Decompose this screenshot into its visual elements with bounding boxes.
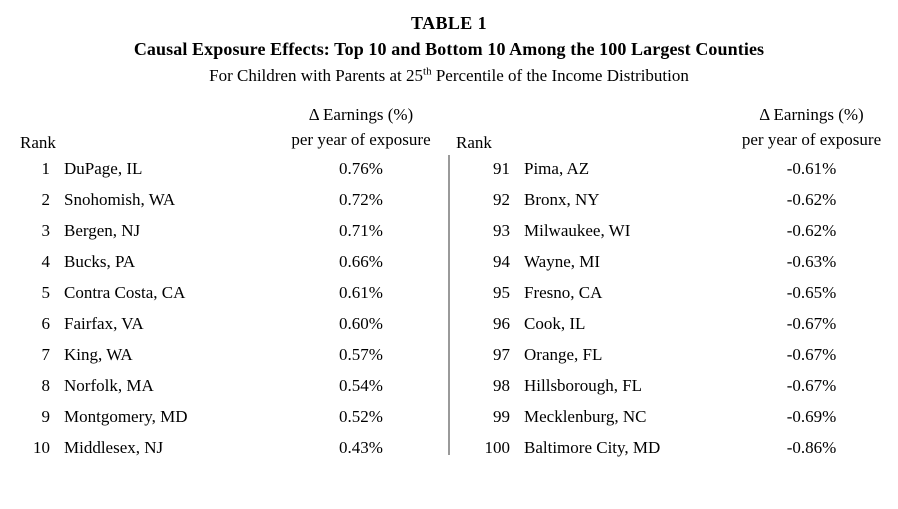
subcaption-pre: For Children with Parents at 25 xyxy=(209,66,424,85)
row-rank: 3 xyxy=(41,220,50,240)
row-value: 0.52% xyxy=(339,406,383,426)
table-row xyxy=(14,308,448,339)
table-row xyxy=(14,370,448,401)
table-title-block xyxy=(14,10,884,89)
row-rank: 9 xyxy=(41,406,50,426)
table-caption: Causal Exposure Effects: Top 10 and Bottom 10 Among the 100 Largest Counties xyxy=(133,39,765,59)
top10-value-header xyxy=(274,103,448,153)
table-row xyxy=(14,277,448,308)
subcaption-post: Percentile of the Income Distribution xyxy=(431,66,689,85)
row-county: Middlesex, NJ xyxy=(64,437,164,457)
row-county: King, WA xyxy=(64,344,133,364)
row-rank: 99 xyxy=(493,406,510,426)
table-row xyxy=(450,277,884,308)
top10-value-header-line2: per year of exposure xyxy=(291,130,431,149)
row-county: Contra Costa, CA xyxy=(64,282,186,302)
top10-body xyxy=(14,153,448,463)
top10-table-panel xyxy=(14,103,448,463)
row-rank: 7 xyxy=(41,344,50,364)
table-row xyxy=(14,246,448,277)
row-value: 0.57% xyxy=(339,344,383,364)
table-row xyxy=(450,308,884,339)
bottom10-body xyxy=(450,153,884,463)
row-county: Cook, IL xyxy=(524,313,586,333)
row-county: Baltimore City, MD xyxy=(524,437,661,457)
table-number: TABLE 1 xyxy=(411,13,487,33)
row-county: Orange, FL xyxy=(524,344,603,364)
row-rank: 96 xyxy=(493,313,510,333)
table-row xyxy=(450,246,884,277)
row-county: Bronx, NY xyxy=(524,189,600,209)
tables-container xyxy=(14,103,884,463)
row-rank: 2 xyxy=(41,189,50,209)
row-rank: 10 xyxy=(33,437,50,457)
table-row xyxy=(450,184,884,215)
row-value: -0.86% xyxy=(786,437,837,457)
row-value: -0.62% xyxy=(786,189,837,209)
bottom10-value-header-line1: Δ Earnings (%) xyxy=(759,105,864,124)
row-rank: 93 xyxy=(493,220,510,240)
row-rank: 6 xyxy=(41,313,50,333)
row-value: 0.43% xyxy=(339,437,383,457)
table-row xyxy=(450,370,884,401)
row-value: 0.72% xyxy=(339,189,383,209)
row-value: -0.65% xyxy=(786,282,837,302)
row-rank: 91 xyxy=(493,158,510,178)
table-row xyxy=(14,339,448,370)
row-county: Bergen, NJ xyxy=(64,220,141,240)
row-rank: 5 xyxy=(41,282,50,302)
table-row xyxy=(450,153,884,184)
row-county: Milwaukee, WI xyxy=(524,220,631,240)
bottom10-value-header-line2: per year of exposure xyxy=(741,130,882,149)
subcaption-ordinal: th xyxy=(423,65,432,78)
bottom10-table-panel xyxy=(450,103,884,463)
top10-header-row xyxy=(14,103,448,153)
table-row xyxy=(14,153,448,184)
row-value: -0.63% xyxy=(786,251,837,271)
row-value: -0.67% xyxy=(786,344,837,364)
table-subcaption xyxy=(14,63,884,89)
row-county: Hillsborough, FL xyxy=(524,375,643,395)
row-county: Snohomish, WA xyxy=(64,189,176,209)
row-rank: 98 xyxy=(493,375,510,395)
row-county: Norfolk, MA xyxy=(64,375,154,395)
bottom10-rank-header: Rank xyxy=(456,133,492,152)
bottom10-table xyxy=(450,103,884,463)
row-value: -0.67% xyxy=(786,375,837,395)
table-row xyxy=(450,215,884,246)
row-rank: 4 xyxy=(41,251,50,271)
row-rank: 92 xyxy=(493,189,510,209)
row-county: DuPage, IL xyxy=(64,158,143,178)
row-county: Fairfax, VA xyxy=(64,313,144,333)
table-row xyxy=(14,432,448,463)
row-value: -0.61% xyxy=(786,158,837,178)
bottom10-value-header xyxy=(739,103,884,153)
table-row xyxy=(450,401,884,432)
row-county: Pima, AZ xyxy=(524,158,590,178)
row-rank: 95 xyxy=(493,282,510,302)
row-value: 0.60% xyxy=(339,313,383,333)
row-rank: 100 xyxy=(484,437,510,457)
table-row xyxy=(450,432,884,463)
row-county: Fresno, CA xyxy=(524,282,603,302)
row-value: 0.71% xyxy=(339,220,383,240)
top10-table xyxy=(14,103,448,463)
table-row xyxy=(14,184,448,215)
table-row xyxy=(14,215,448,246)
row-value: 0.54% xyxy=(339,375,383,395)
row-value: 0.61% xyxy=(339,282,383,302)
row-county: Mecklenburg, NC xyxy=(524,406,647,426)
table-row xyxy=(14,401,448,432)
table-row xyxy=(450,339,884,370)
row-rank: 97 xyxy=(493,344,510,364)
top10-value-header-line1: Δ Earnings (%) xyxy=(308,105,414,124)
row-county: Wayne, MI xyxy=(524,251,601,271)
row-rank: 8 xyxy=(41,375,50,395)
row-county: Montgomery, MD xyxy=(64,406,188,426)
row-value: -0.62% xyxy=(786,220,837,240)
row-value: -0.69% xyxy=(786,406,837,426)
row-rank: 94 xyxy=(493,251,510,271)
row-value: 0.76% xyxy=(339,158,383,178)
bottom10-header-row xyxy=(450,103,884,153)
row-value: 0.66% xyxy=(339,251,383,271)
row-county: Bucks, PA xyxy=(64,251,136,271)
row-value: -0.67% xyxy=(786,313,837,333)
row-rank: 1 xyxy=(41,158,50,178)
top10-rank-header: Rank xyxy=(20,133,56,152)
